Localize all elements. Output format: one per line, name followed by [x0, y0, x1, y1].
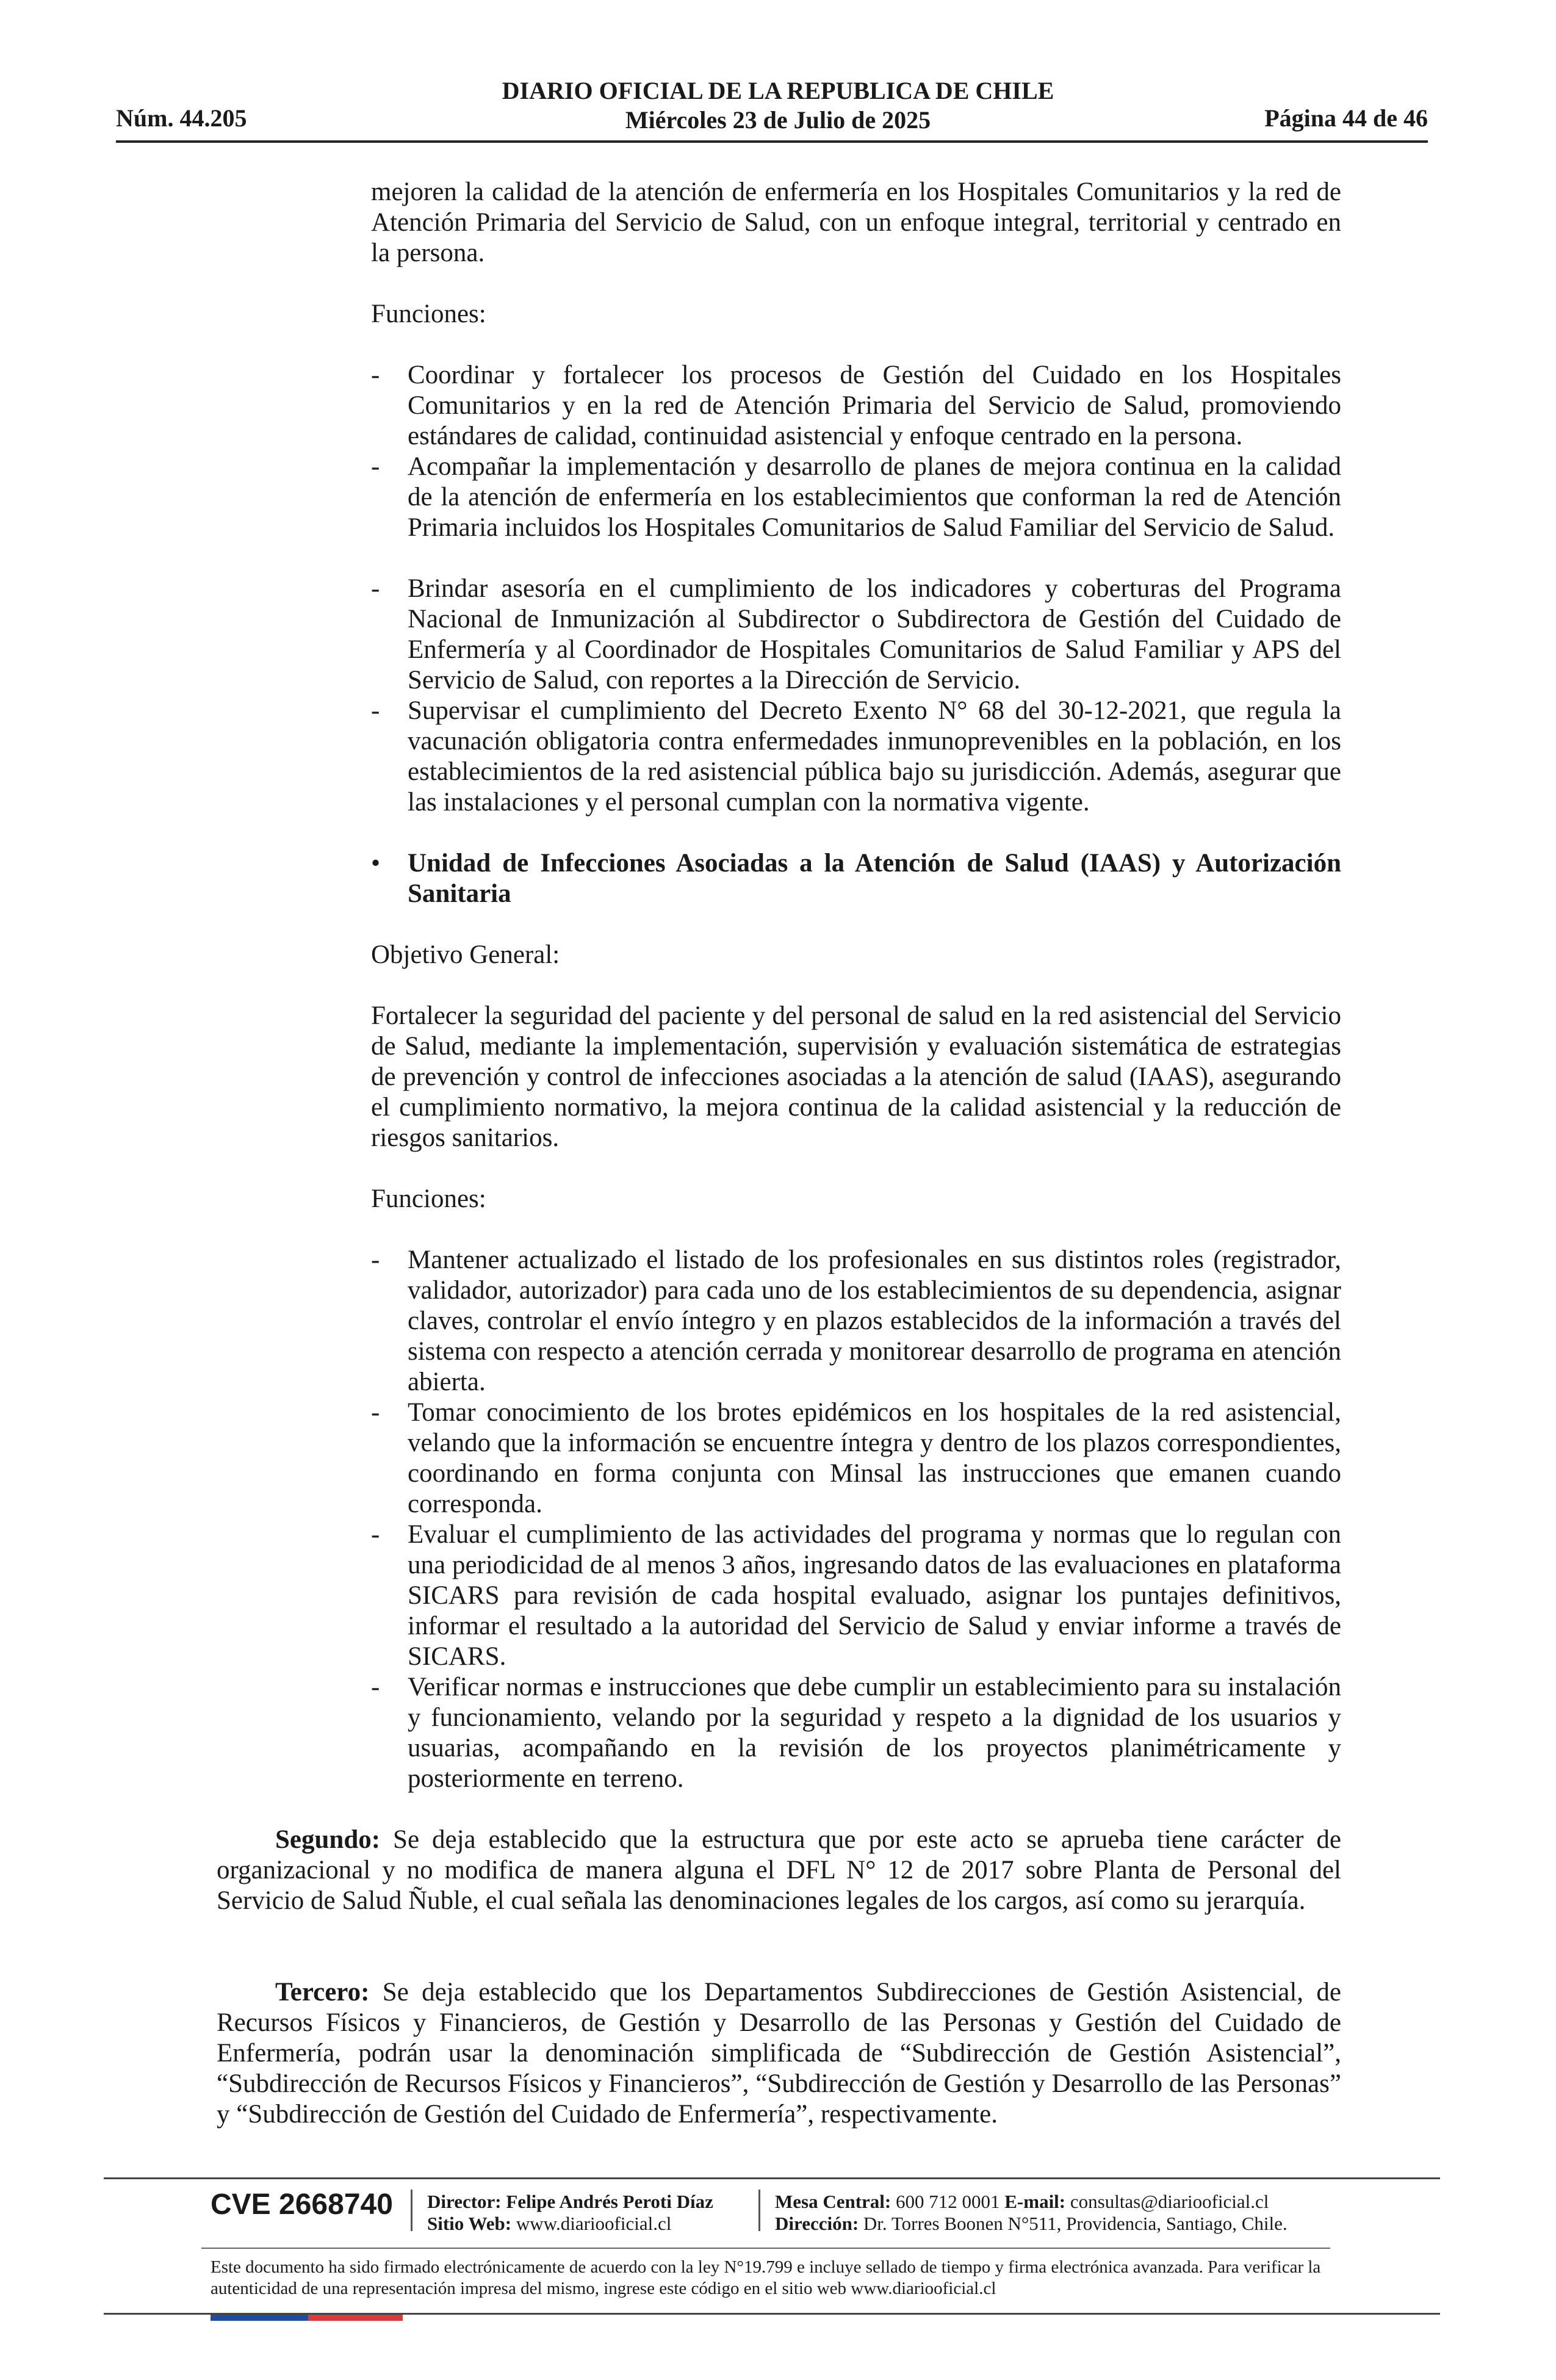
newspaper-title: DIARIO OFICIAL DE LA REPUBLICA DE CHILE	[502, 77, 1054, 104]
issue-date: Miércoles 23 de Julio de 2025	[625, 106, 931, 134]
list-item-text: Tomar conocimiento de los brotes epidémicos en los hospitales de la red asistencial, velando que la información se encuentre íntegra y dentro de los plazos correspondientes, coordinando en forma conjunta con Minsal las instrucciones que emanen cuando corresponda.	[408, 1398, 1341, 1518]
list-item-text: Verificar normas e instrucciones que debe cumplir un establecimiento para su instalación y funcionamiento, velando por la seguridad y respeto a la dignidad de los usuarios y usuarias, acompañando en la revisión de los proyectos planimétricamente y posteriormente en terreno.	[408, 1673, 1341, 1793]
header-divider	[116, 140, 1428, 143]
dash-marker: -	[371, 1246, 380, 1274]
tercero-label: Tercero:	[275, 1978, 370, 2007]
footer-separator	[411, 2190, 412, 2231]
tercero-paragraph	[217, 1977, 1341, 2130]
list-item-text: Coordinar y fortalecer los procesos de Gestión del Cuidado en los Hospitales Comunitarios y en la red de Atención Primaria del Servicio de Salud, promoviendo estándares de calidad, continuidad asistencial y enfoque centrado en la persona.	[408, 361, 1341, 450]
website-line[interactable]: Sitio Web: www.diariooficial.cl	[427, 2213, 672, 2234]
address: Dr. Torres Boonen N°511, Providencia, Santiago, Chile.	[859, 2213, 1288, 2234]
director-line: Director: Felipe Andrés Peroti Díaz	[427, 2191, 713, 2212]
tercero-text: Se deja establecido que los Departamentos Subdirecciones de Gestión Asistencial, de Recursos Físicos y Financieros, de Gestión y Desarrollo de las Personas y Gestión del Cuidado de Enfermería, podrán usar la denominación simplificada de “Subdirección de Gestión Asistencial”, “Subdirección de Recursos Físicos y Financieros”, “Subdirección de Gestión y Desarrollo de las Personas” y “Subdirección de Gestión del Cuidado de Enfermería”, respectivamente.	[217, 1978, 1341, 2129]
unit-title: Unidad de Infecciones Asociadas a la Atención de Salud (IAAS) y Autorización Sanitaria	[408, 849, 1341, 908]
phone-number: 600 712 0001	[891, 2191, 1005, 2212]
director-name: Felipe Andrés Peroti Díaz	[501, 2191, 713, 2212]
segundo-paragraph	[217, 1825, 1341, 1916]
dash-marker: -	[371, 452, 380, 481]
dash-marker: -	[371, 696, 380, 725]
list-item-text: Supervisar el cumplimiento del Decreto Exento N° 68 del 30-12-2021, que regula la vacunación obligatoria contra enfermedades inmunoprevenibles en la población, en los establecimientos de la red asistencial pública bajo su jurisdicción. Además, asegurar que las instalaciones y el personal cumplan con la normativa vigente.	[408, 696, 1341, 817]
cve-code: CVE 2668740	[211, 2188, 393, 2221]
list-item-text: Brindar asesoría en el cumplimiento de los indicadores y coberturas del Programa Nacional de Inmunización al Subdirector o Subdirectora de Gestión del Cuidado de Enfermería y al Coordinador de Hospitales Comunitarios de Salud Familiar y APS del Servicio de Salud, con reportes a la Dirección de Servicio.	[408, 574, 1341, 694]
flag-bar-red	[308, 2315, 403, 2321]
signature-note: Este documento ha sido firmado electrónicamente de acuerdo con la ley N°19.799 e incluye sellado de tiempo y firma electrónica avanzada. Para verificar la autenticidad de una representación impresa del mismo, ingrese este código en el sitio web www.diariooficial.cl	[211, 2257, 1321, 2298]
footer-contact-block	[775, 2191, 1288, 2235]
email-link[interactable]: consultas@diariooficial.cl	[1065, 2191, 1269, 2212]
list-item-text: Evaluar el cumplimiento de las actividades del programa y normas que lo regulan con una periodicidad de al menos 3 años, ingresando datos de las evaluaciones en plataforma SICARS para revisión de cada hospital evaluado, asignar los puntajes definitivos, informar el resultado a la autoridad del Servicio de Salud y enviar informe a través de SICARS.	[408, 1520, 1341, 1671]
issue-number: Núm. 44.205	[116, 104, 247, 132]
footer-separator	[758, 2190, 760, 2231]
flag-bar-blue	[211, 2315, 308, 2321]
funciones-label: Funciones:	[371, 300, 486, 328]
contact-line: Mesa Central: 600 712 0001 E-mail: consultas@diariooficial.cl	[775, 2191, 1269, 2212]
website-link[interactable]: www.diariooficial.cl	[511, 2213, 672, 2234]
footer-divider	[104, 2177, 1440, 2179]
segundo-text: Se deja establecido que la estructura que por este acto se aprueba tiene carácter de organizacional y no modifica de manera alguna el DFL N° 12 de 2017 sobre Planta de Personal del Servicio de Salud Ñuble, el cual señala las denominaciones legales de los cargos, así como su jerarquía.	[217, 1825, 1341, 1915]
segundo-label: Segundo:	[275, 1825, 381, 1854]
dash-marker: -	[371, 1398, 380, 1427]
intro-paragraph: mejoren la calidad de la atención de enfermería en los Hospitales Comunitarios y la red de Atención Primaria del Servicio de Salud, con un enfoque integral, territorial y centrado en la persona.	[371, 178, 1341, 267]
list-item-text: Mantener actualizado el listado de los profesionales en sus distintos roles (registrador, validador, autorizador) para cada uno de los establecimientos de su dependencia, asignar claves, controlar el envío íntegro y en plazos establecidos de la información a través del sistema con respecto a atención cerrada y monitorear desarrollo de programa en atención abierta.	[408, 1246, 1341, 1396]
footer-director-block	[427, 2191, 713, 2235]
funciones-label: Funciones:	[371, 1185, 486, 1213]
footer-divider	[201, 2248, 1330, 2249]
address-line: Dirección: Dr. Torres Boonen N°511, Providencia, Santiago, Chile.	[775, 2213, 1288, 2234]
objetivo-label: Objetivo General:	[371, 940, 560, 969]
dash-marker: -	[371, 361, 380, 389]
page-number: Página 44 de 46	[1264, 104, 1428, 132]
dash-marker: -	[371, 574, 380, 603]
dash-marker: -	[371, 1673, 380, 1701]
bullet-marker: •	[371, 849, 381, 878]
objetivo-paragraph: Fortalecer la seguridad del paciente y del personal de salud en la red asistencial del Servicio de Salud, mediante la implementación, supervisión y evaluación sistemática de estrategias de prevención y control de infecciones asociadas a la atención de salud (IAAS), asegurando el cumplimiento normativo, la mejora continua de la calidad asistencial y la reducción de riesgos sanitarios.	[371, 1001, 1341, 1152]
dash-marker: -	[371, 1520, 380, 1549]
list-item-text: Acompañar la implementación y desarrollo de planes de mejora continua en la calidad de la atención de enfermería en los establecimientos que conforman la red de Atención Primaria incluidos los Hospitales Comunitarios de Salud Familiar del Servicio de Salud.	[408, 452, 1341, 542]
